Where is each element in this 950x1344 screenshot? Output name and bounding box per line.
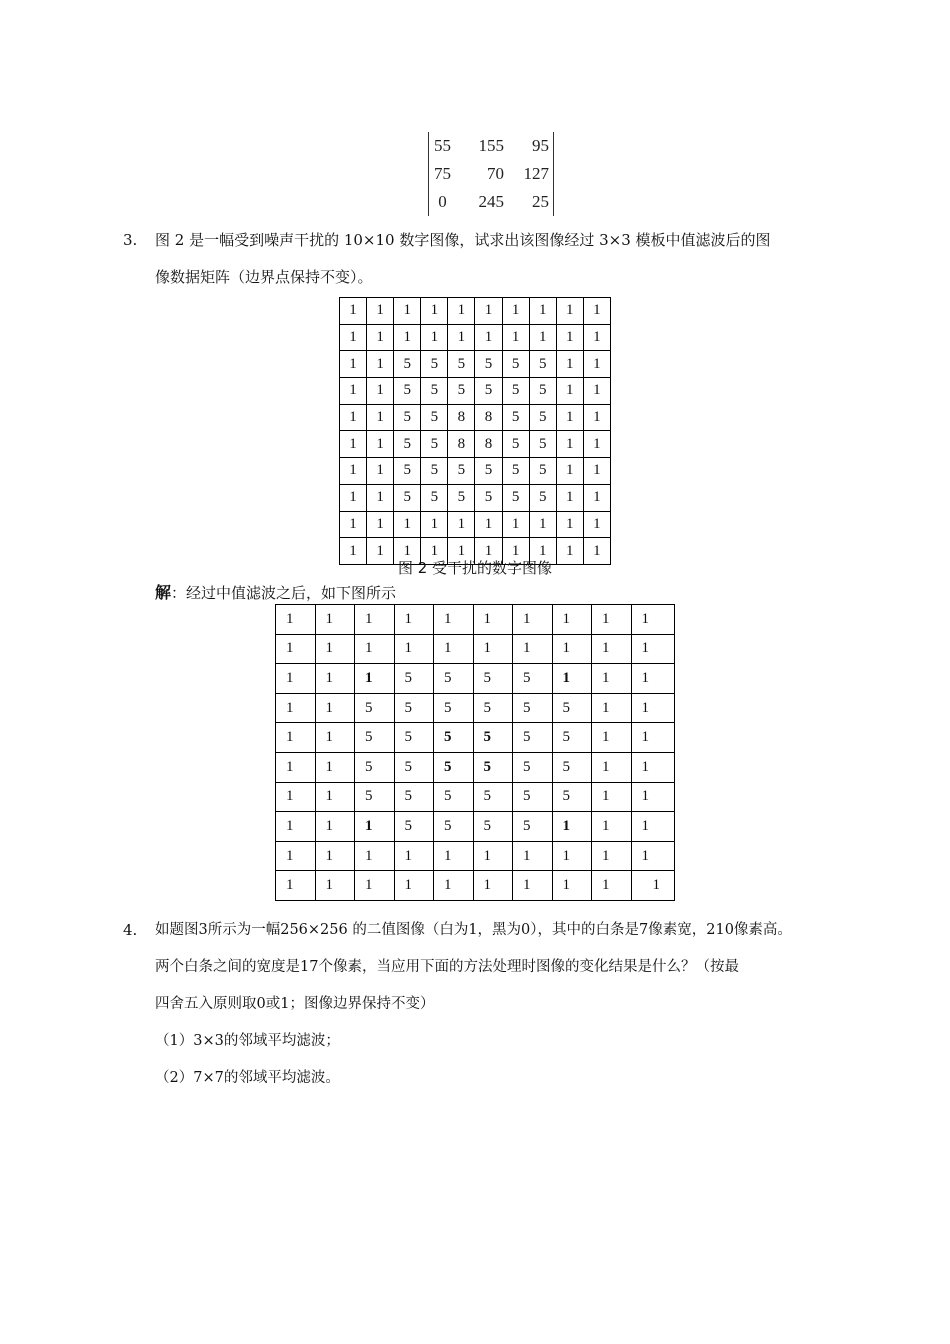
table-cell: 1 xyxy=(631,693,675,723)
table-cell: 5 xyxy=(513,782,553,812)
table-cell: 1 xyxy=(276,752,316,782)
table-cell: 1 xyxy=(583,378,610,405)
table-cell: 5 xyxy=(473,664,513,694)
solution-label: 解 xyxy=(155,583,172,602)
table-cell: 1 xyxy=(583,484,610,511)
q4-item2: （2）7×7的邻域平均滤波。 xyxy=(155,1070,340,1086)
table-cell: 1 xyxy=(631,841,675,871)
q4-line1: 如题图3所示为一幅256×256 的二值图像（白为1，黑为0），其中的白条是7像素宽，210像素高。 xyxy=(155,922,792,938)
table-cell: 1 xyxy=(448,511,475,538)
table-cell: 5 xyxy=(473,723,513,753)
figure-caption: 图 2 受干扰的数字图像 xyxy=(397,559,553,577)
table-cell: 1 xyxy=(355,605,395,635)
table-cell: 5 xyxy=(434,812,474,842)
table-cell: 1 xyxy=(556,511,583,538)
table-cell: 1 xyxy=(592,664,632,694)
table-cell: 5 xyxy=(475,484,502,511)
table-row xyxy=(340,458,611,485)
table-cell: 1 xyxy=(421,324,448,351)
table-cell: 5 xyxy=(394,752,434,782)
table-cell: 5 xyxy=(355,782,395,812)
table-cell: 1 xyxy=(592,634,632,664)
table-cell: 1 xyxy=(394,324,421,351)
table-cell: 1 xyxy=(340,484,367,511)
table-cell: 1 xyxy=(552,841,592,871)
table-cell: 1 xyxy=(583,511,610,538)
table-row xyxy=(276,752,675,782)
table-cell: 5 xyxy=(475,351,502,378)
table-cell: 1 xyxy=(529,538,556,565)
table-cell: 5 xyxy=(434,664,474,694)
table-cell: 1 xyxy=(631,664,675,694)
table-cell: 1 xyxy=(355,841,395,871)
matrix-row xyxy=(429,160,553,188)
table-cell: 5 xyxy=(394,458,421,485)
table-row xyxy=(276,634,675,664)
table-cell: 1 xyxy=(529,511,556,538)
table-cell: 1 xyxy=(556,484,583,511)
table-cell: 1 xyxy=(367,324,394,351)
table-cell: 1 xyxy=(473,634,513,664)
table-cell: 5 xyxy=(448,484,475,511)
table-cell: 5 xyxy=(502,404,529,431)
q3-number: 3. xyxy=(123,231,138,249)
table-cell: 1 xyxy=(367,484,394,511)
table-cell: 5 xyxy=(394,812,434,842)
table-cell: 1 xyxy=(355,634,395,664)
table-row xyxy=(276,723,675,753)
table-cell: 1 xyxy=(583,404,610,431)
table-cell: 5 xyxy=(513,752,553,782)
table-cell: 1 xyxy=(394,538,421,565)
table-cell: 1 xyxy=(583,324,610,351)
table-cell: 1 xyxy=(473,605,513,635)
table-cell: 1 xyxy=(276,664,316,694)
table-row xyxy=(340,324,611,351)
table-cell: 1 xyxy=(355,871,395,901)
table-cell: 5 xyxy=(421,351,448,378)
table-cell: 5 xyxy=(448,378,475,405)
matrix-cell: 155 xyxy=(478,136,505,155)
table-cell: 1 xyxy=(394,298,421,325)
table-cell: 5 xyxy=(552,782,592,812)
table-cell: 5 xyxy=(394,431,421,458)
table-cell: 1 xyxy=(340,458,367,485)
table-cell: 1 xyxy=(434,634,474,664)
solution-text: ：经过中值滤波之后，如下图所示 xyxy=(171,584,397,602)
table-cell: 1 xyxy=(592,693,632,723)
table-cell: 1 xyxy=(367,404,394,431)
table-row xyxy=(340,404,611,431)
matrix-row xyxy=(429,188,553,216)
table-cell: 1 xyxy=(556,404,583,431)
table-cell: 1 xyxy=(276,723,316,753)
table-cell: 1 xyxy=(394,841,434,871)
table-cell: 8 xyxy=(448,404,475,431)
table-cell: 1 xyxy=(421,298,448,325)
table-cell: 1 xyxy=(583,458,610,485)
table-cell: 1 xyxy=(276,812,316,842)
table-cell: 1 xyxy=(592,782,632,812)
table-cell: 1 xyxy=(592,812,632,842)
matrix-cell: 245 xyxy=(478,192,505,211)
table-cell: 1 xyxy=(315,812,355,842)
table-row xyxy=(340,511,611,538)
table-cell: 1 xyxy=(529,324,556,351)
table-cell: 5 xyxy=(355,723,395,753)
table-cell: 1 xyxy=(583,431,610,458)
table-cell: 1 xyxy=(556,431,583,458)
table-row xyxy=(276,871,675,901)
table-cell: 1 xyxy=(556,298,583,325)
table-cell: 5 xyxy=(513,723,553,753)
table-cell: 5 xyxy=(529,431,556,458)
table-cell: 5 xyxy=(552,752,592,782)
table-cell: 1 xyxy=(315,752,355,782)
table-row xyxy=(340,378,611,405)
table-cell: 1 xyxy=(276,871,316,901)
table-cell: 5 xyxy=(552,693,592,723)
table-cell: 1 xyxy=(631,634,675,664)
table-cell: 1 xyxy=(556,458,583,485)
table-cell: 1 xyxy=(502,538,529,565)
table-cell: 1 xyxy=(421,511,448,538)
table-cell: 1 xyxy=(315,605,355,635)
q4-number: 4. xyxy=(123,921,138,939)
table-cell: 5 xyxy=(502,351,529,378)
table-cell: 5 xyxy=(394,351,421,378)
table-cell: 5 xyxy=(394,782,434,812)
table-cell: 5 xyxy=(473,693,513,723)
table-cell: 5 xyxy=(355,693,395,723)
table-cell: 5 xyxy=(421,404,448,431)
table-cell: 5 xyxy=(473,812,513,842)
table-cell: 1 xyxy=(340,538,367,565)
table-cell: 5 xyxy=(434,693,474,723)
table-cell: 1 xyxy=(475,511,502,538)
matrix-cell: 127 xyxy=(523,164,549,183)
table-cell: 1 xyxy=(592,605,632,635)
filtered-image-table xyxy=(275,604,675,901)
table-cell: 1 xyxy=(475,538,502,565)
table-cell: 5 xyxy=(529,378,556,405)
table-cell: 1 xyxy=(502,298,529,325)
table-cell: 5 xyxy=(502,484,529,511)
table-row xyxy=(340,351,611,378)
table-cell: 1 xyxy=(631,752,675,782)
table-cell: 5 xyxy=(513,664,553,694)
table-cell: 1 xyxy=(556,324,583,351)
table-cell: 1 xyxy=(592,841,632,871)
matrix-block xyxy=(428,132,554,216)
table-cell: 5 xyxy=(513,812,553,842)
table-cell: 5 xyxy=(394,664,434,694)
table-cell: 1 xyxy=(592,871,632,901)
table-cell: 1 xyxy=(552,605,592,635)
table-cell: 5 xyxy=(473,752,513,782)
table-cell: 1 xyxy=(448,538,475,565)
matrix-cell: 75 xyxy=(434,164,452,183)
table-cell: 1 xyxy=(394,634,434,664)
q3-line1: 图 2 是一幅受到噪声干扰的 10×10 数字图像，试求出该图像经过 3×3 模板中值滤波后的图 xyxy=(155,231,771,249)
table-cell: 1 xyxy=(315,664,355,694)
table-cell: 1 xyxy=(276,693,316,723)
table-cell: 5 xyxy=(529,484,556,511)
table-cell: 1 xyxy=(367,378,394,405)
table-row xyxy=(340,484,611,511)
table-cell: 5 xyxy=(529,404,556,431)
table-row xyxy=(276,664,675,694)
table-cell: 5 xyxy=(448,351,475,378)
table-row xyxy=(340,298,611,325)
table-cell: 5 xyxy=(434,782,474,812)
q4-line2: 两个白条之间的宽度是17个像素，当应用下面的方法处理时图像的变化结果是什么？（按最 xyxy=(155,959,739,975)
table-cell: 1 xyxy=(434,841,474,871)
matrix-row xyxy=(429,132,553,160)
table-cell: 5 xyxy=(355,752,395,782)
solution-line xyxy=(155,583,396,603)
table-cell: 1 xyxy=(434,871,474,901)
table-cell: 1 xyxy=(583,298,610,325)
table-cell: 1 xyxy=(475,298,502,325)
table-cell: 5 xyxy=(473,782,513,812)
table-cell: 1 xyxy=(513,634,553,664)
table-cell: 1 xyxy=(315,693,355,723)
matrix-table xyxy=(429,132,553,216)
table-cell: 1 xyxy=(552,664,592,694)
table-cell: 8 xyxy=(475,404,502,431)
table-cell: 1 xyxy=(502,324,529,351)
table-cell: 1 xyxy=(340,404,367,431)
table-row xyxy=(276,841,675,871)
table-cell: 1 xyxy=(475,324,502,351)
table-row xyxy=(276,812,675,842)
table-cell: 1 xyxy=(473,841,513,871)
table-cell: 1 xyxy=(394,605,434,635)
table-cell: 1 xyxy=(556,351,583,378)
table-cell: 1 xyxy=(340,351,367,378)
table-cell: 1 xyxy=(315,841,355,871)
table-cell: 1 xyxy=(367,458,394,485)
table-cell: 1 xyxy=(583,351,610,378)
table-cell: 1 xyxy=(631,605,675,635)
table-cell: 1 xyxy=(473,871,513,901)
matrix-cell: 70 xyxy=(487,164,505,183)
table-cell: 1 xyxy=(592,723,632,753)
table-cell: 1 xyxy=(276,605,316,635)
table-cell: 5 xyxy=(434,752,474,782)
table-cell: 1 xyxy=(367,431,394,458)
table-cell: 1 xyxy=(502,511,529,538)
table-cell: 5 xyxy=(421,484,448,511)
table-cell: 1 xyxy=(355,664,395,694)
table-cell: 5 xyxy=(513,693,553,723)
q4-item1: （1）3×3的邻域平均滤波； xyxy=(155,1033,340,1049)
table-cell: 1 xyxy=(340,431,367,458)
table-cell: 5 xyxy=(529,458,556,485)
table-cell: 5 xyxy=(394,484,421,511)
table-cell: 1 xyxy=(340,378,367,405)
table-cell: 5 xyxy=(421,378,448,405)
table-cell: 5 xyxy=(502,431,529,458)
table-cell: 5 xyxy=(394,404,421,431)
table-cell: 5 xyxy=(529,351,556,378)
table-cell: 1 xyxy=(315,782,355,812)
table-cell: 5 xyxy=(552,723,592,753)
table-cell: 1 xyxy=(421,538,448,565)
table-cell: 1 xyxy=(394,871,434,901)
table-cell: 1 xyxy=(552,812,592,842)
table-cell: 5 xyxy=(421,431,448,458)
table-cell: 8 xyxy=(448,431,475,458)
table-cell: 1 xyxy=(394,511,421,538)
table-cell: 1 xyxy=(276,782,316,812)
table-row xyxy=(276,782,675,812)
table-row xyxy=(340,431,611,458)
table-cell: 1 xyxy=(276,841,316,871)
table-cell: 1 xyxy=(355,812,395,842)
table-cell: 1 xyxy=(448,324,475,351)
table-cell: 8 xyxy=(475,431,502,458)
table-cell: 1 xyxy=(631,812,675,842)
table-cell: 1 xyxy=(513,871,553,901)
table-cell: 5 xyxy=(475,458,502,485)
table-cell: 1 xyxy=(448,298,475,325)
table-cell: 1 xyxy=(552,871,592,901)
table-cell: 5 xyxy=(502,458,529,485)
table-cell: 1 xyxy=(367,538,394,565)
table-cell: 1 xyxy=(631,782,675,812)
table-cell: 5 xyxy=(434,723,474,753)
table-cell: 5 xyxy=(394,693,434,723)
table-cell: 1 xyxy=(513,841,553,871)
table-cell: 1 xyxy=(552,634,592,664)
table-cell: 5 xyxy=(421,458,448,485)
table-cell: 1 xyxy=(367,511,394,538)
table-cell: 1 xyxy=(583,538,610,565)
q3-line2: 像数据矩阵（边界点保持不变）。 xyxy=(155,268,373,286)
table-cell: 1 xyxy=(340,324,367,351)
matrix-cell: 95 xyxy=(532,136,549,155)
table-cell: 1 xyxy=(556,538,583,565)
matrix-cell: 0 xyxy=(438,192,447,211)
table-cell: 5 xyxy=(502,378,529,405)
q4-line3: 四舍五入原则取0或1；图像边界保持不变） xyxy=(155,996,435,1012)
table-cell: 1 xyxy=(434,605,474,635)
table-row xyxy=(276,693,675,723)
table-cell: 1 xyxy=(367,298,394,325)
table-cell: 5 xyxy=(394,378,421,405)
table-cell: 1 xyxy=(340,511,367,538)
matrix-cell: 55 xyxy=(434,136,452,155)
table-cell: 1 xyxy=(513,605,553,635)
table-cell: 5 xyxy=(448,458,475,485)
table-cell: 1 xyxy=(631,723,675,753)
table-cell: 1 xyxy=(315,871,355,901)
table-cell: 1 xyxy=(315,634,355,664)
matrix-cell: 25 xyxy=(532,192,549,211)
table-cell: 1 xyxy=(340,298,367,325)
table-cell: 5 xyxy=(394,723,434,753)
table-cell: 1 xyxy=(631,871,675,901)
table-row xyxy=(276,605,675,635)
table-cell: 1 xyxy=(529,298,556,325)
table-cell: 1 xyxy=(556,378,583,405)
table-cell: 1 xyxy=(276,634,316,664)
table-cell: 1 xyxy=(592,752,632,782)
table-cell: 1 xyxy=(367,351,394,378)
table-cell: 5 xyxy=(475,378,502,405)
table-cell: 1 xyxy=(315,723,355,753)
noisy-image-table xyxy=(339,297,611,565)
